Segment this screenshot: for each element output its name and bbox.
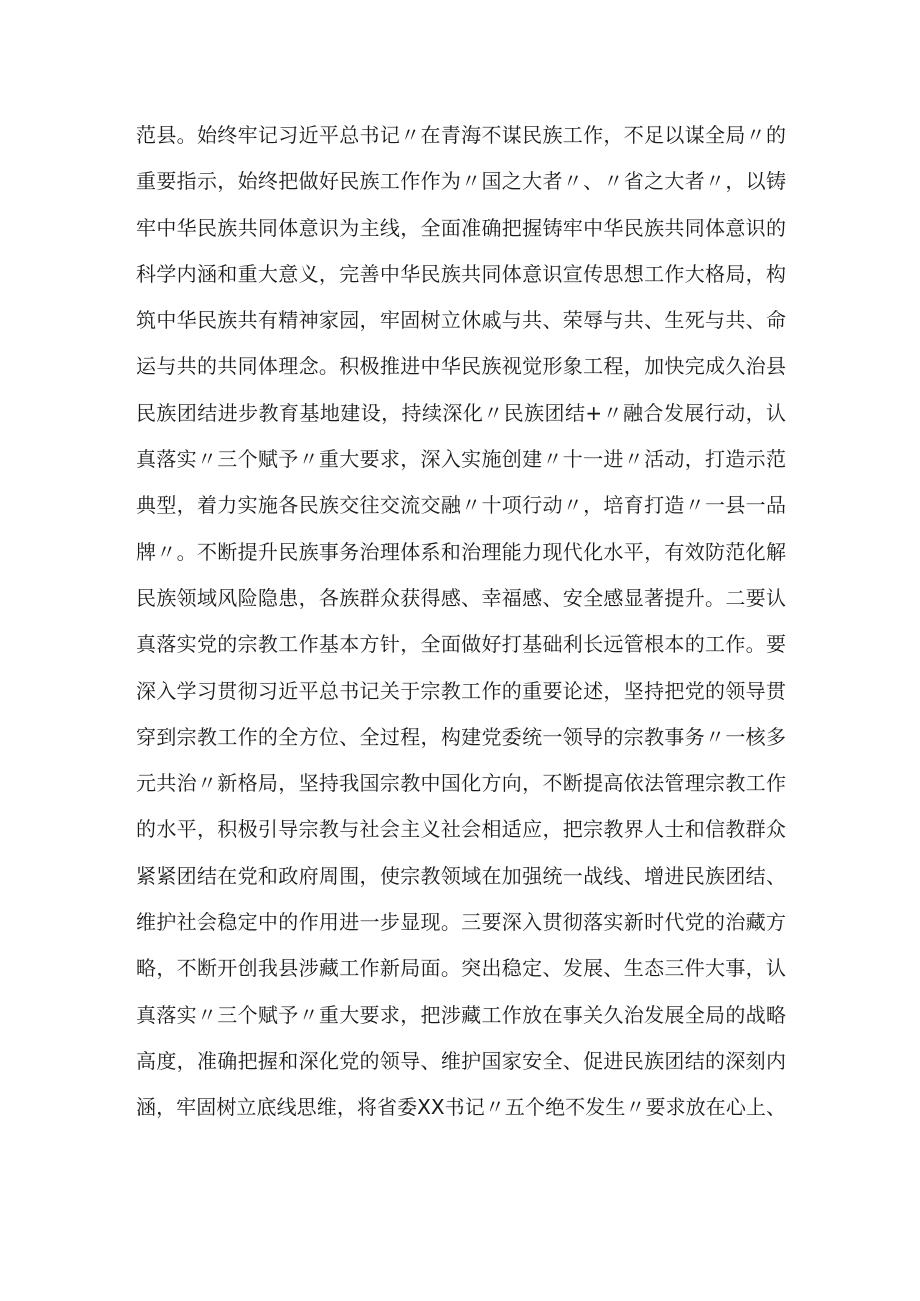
text-line: 真落实〃三个赋予〃重大要求，把涉藏工作放在事关久治发展全局的战略 — [136, 1002, 786, 1027]
text-line: 的水平，积极引导宗教与社会主义社会相适应，把宗教界人士和信教群众 — [136, 817, 786, 842]
text-line: 元共治〃新格局，坚持我国宗教中国化方向，不断提高依法管理宗教工作 — [136, 771, 786, 796]
text-line: 牌〃。不断提升民族事务治理体系和治理能力现代化水平，有效防范化解 — [136, 539, 786, 564]
text-line: 典型，着力实施各民族交往交流交融〃十项行动〃，培育打造〃一县一品 — [136, 493, 786, 518]
text-line: 涵，牢固树立底线思维，将省委XX书记〃五个绝不发生〃要求放在心上、 — [136, 1095, 786, 1120]
body-paragraph — [136, 112, 786, 1131]
text-line: 高度，准确把握和深化党的领导、维护国家安全、促进民族团结的深刻内 — [136, 1048, 786, 1073]
text-line: 深入学习贯彻习近平总书记关于宗教工作的重要论述，坚持把党的领导贯 — [136, 678, 786, 703]
text-line: 穿到宗教工作的全方位、全过程，构建党委统一领导的宗教事务〃一核多 — [136, 724, 786, 749]
text-line: 真落实〃三个赋予〃重大要求，深入实施创建〃十一进〃活动，打造示范 — [136, 447, 786, 472]
text-line: 运与共的共同体理念。积极推进中华民族视觉形象工程，加快完成久治县 — [136, 354, 786, 379]
text-line: 民族领域风险隐患，各族群众获得感、幸福感、安全感显著提升。二要认 — [136, 585, 786, 610]
text-line: 科学内涵和重大意义，完善中华民族共同体意识宣传思想工作大格局，构 — [136, 261, 786, 286]
text-line: 筑中华民族共有精神家园，牢固树立休戚与共、荣辱与共、生死与共、命 — [136, 308, 786, 333]
text-line: 民族团结进步教育基地建设，持续深化〃民族团结+〃融合发展行动，认 — [136, 400, 786, 425]
text-line: 范县。始终牢记习近平总书记〃在青海不谋民族工作，不足以谋全局〃的 — [136, 123, 786, 147]
text-line: 维护社会稳定中的作用进一步显现。三要深入贯彻落实新时代党的治藏方 — [136, 910, 786, 935]
text-line: 真落实党的宗教工作基本方针，全面做好打基础利长远管根本的工作。要 — [136, 632, 786, 657]
text-line: 重要指示，始终把做好民族工作作为〃国之大者〃、〃省之大者〃，以铸 — [136, 169, 786, 194]
text-line: 紧紧团结在党和政府周围，使宗教领域在加强统一战线、增进民族团结、 — [136, 863, 786, 888]
text-line: 略，不断开创我县涉藏工作新局面。突出稳定、发展、生态三件大事，认 — [136, 956, 786, 981]
text-line: 牢中华民族共同体意识为主线，全面准确把握铸牢中华民族共同体意识的 — [136, 215, 786, 240]
